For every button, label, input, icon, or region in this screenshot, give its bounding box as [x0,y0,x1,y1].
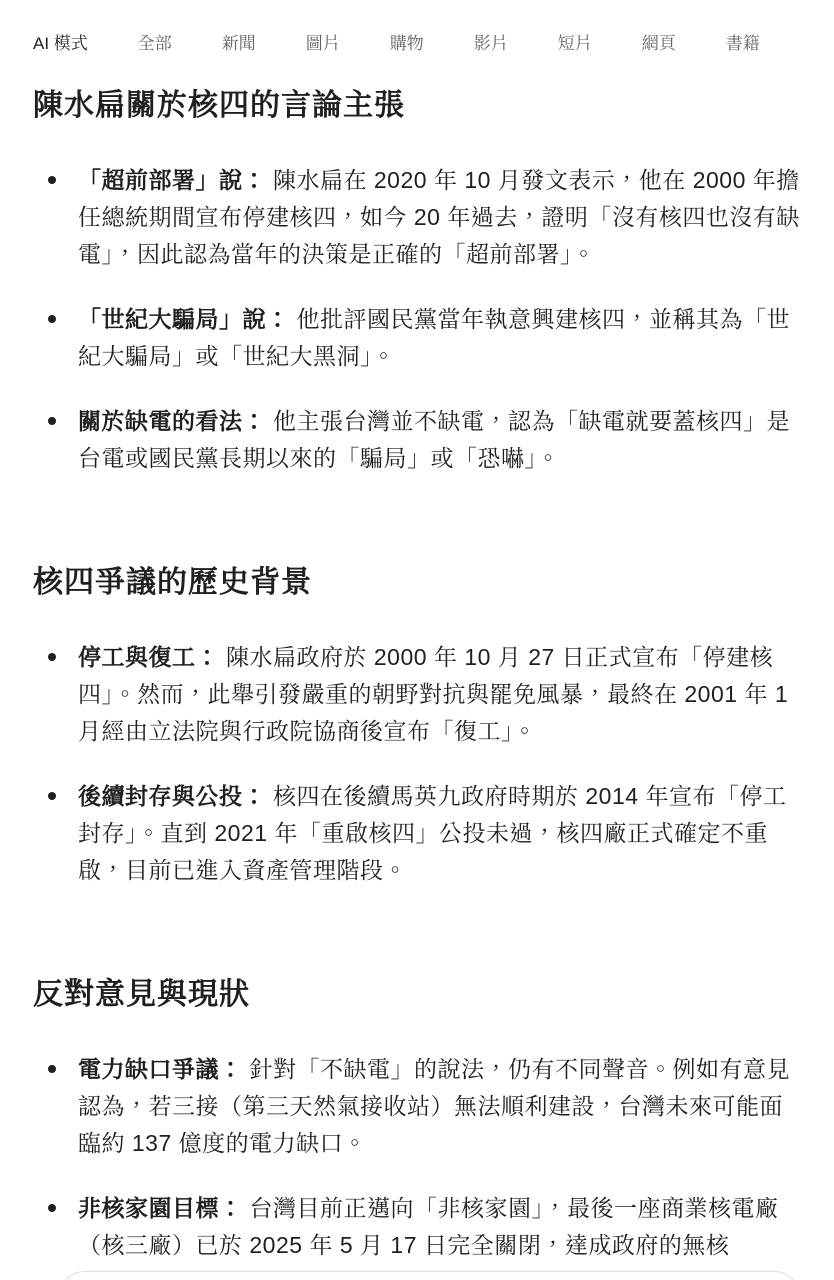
list-item [33,162,800,273]
bullet-list [33,1051,800,1264]
followup-input-box[interactable] [59,1271,800,1280]
bullet-label: 電力缺口爭議： [78,1056,243,1082]
section-heading: 陳水扁關於核四的言論主張 [33,89,405,122]
list-item [33,1051,800,1162]
list-item [33,639,800,750]
section-statements [33,88,800,477]
bullet-label: 「超前部署」說： [78,167,266,193]
bullet-text: 台灣目前正邁向「非核家園」，最後一座商業核電廠（核三廠）已於 2025 年 5 月 17 日完全關閉，達成政府的無核 [78,1195,779,1258]
section-opposition [33,977,800,1264]
bullet-label: 非核家園目標： [78,1195,243,1221]
section-heading: 反對意見與現狀 [33,978,250,1011]
tab-all[interactable]: 全部 [137,34,172,53]
bullet-text: 他批評國民黨當年執意興建核四，並稱其為「世紀大騙局」或「世紀大黑洞」。 [78,306,790,369]
tab-videos[interactable]: 影片 [473,34,508,53]
search-tab-bar [0,0,834,56]
list-item [33,403,800,477]
tab-shopping[interactable]: 購物 [389,34,424,53]
tab-ai-mode[interactable]: AI 模式 [33,34,88,53]
bullet-list [33,162,800,477]
list-item [33,1190,800,1264]
bullet-text: 陳水扁政府於 2000 年 10 月 27 日正式宣布「停建核四」。然而，此舉引發嚴重的朝野對抗與罷免風暴，最終在 2001 年 1 月經由立法院與行政院協商後宣布「復工」。 [78,644,789,744]
bullet-label: 停工與復工： [78,644,219,670]
tab-web[interactable]: 網頁 [641,34,676,53]
list-item [33,778,800,889]
section-heading: 核四爭議的歷史背景 [33,566,312,599]
bullet-list [33,639,800,889]
bullet-label: 關於缺電的看法： [78,408,266,434]
tab-shorts[interactable]: 短片 [557,34,592,53]
ai-answer-content [0,88,834,1264]
bullet-label: 後續封存與公投： [78,783,266,809]
tab-images[interactable]: 圖片 [305,34,340,53]
bullet-text: 他主張台灣並不缺電，認為「缺電就要蓋核四」是台電或國民黨長期以來的「騙局」或「恐嚇」。 [78,408,790,471]
list-item [33,301,800,375]
tab-news[interactable]: 新聞 [221,34,256,53]
bullet-text: 核四在後續馬英九政府時期於 2014 年宣布「停工封存」。直到 2021 年「重啟核四」公投未過，核四廠正式確定不重啟，目前已進入資產管理階段。 [78,783,787,883]
bullet-label: 「世紀大騙局」說： [78,306,290,332]
bullet-text: 針對「不缺電」的說法，仍有不同聲音。例如有意見認為，若三接（第三天然氣接收站）無法順利建設，台灣未來可能面臨約 137 億度的電力缺口。 [78,1056,790,1156]
section-history [33,565,800,889]
tab-books[interactable]: 書籍 [725,34,760,53]
bullet-text: 陳水扁在 2020 年 10 月發文表示，他在 2000 年擔任總統期間宣布停建核四，如今 20 年過去，證明「沒有核四也沒有缺電」，因此認為當年的決策是正確的「超前部署」。 [78,167,800,267]
